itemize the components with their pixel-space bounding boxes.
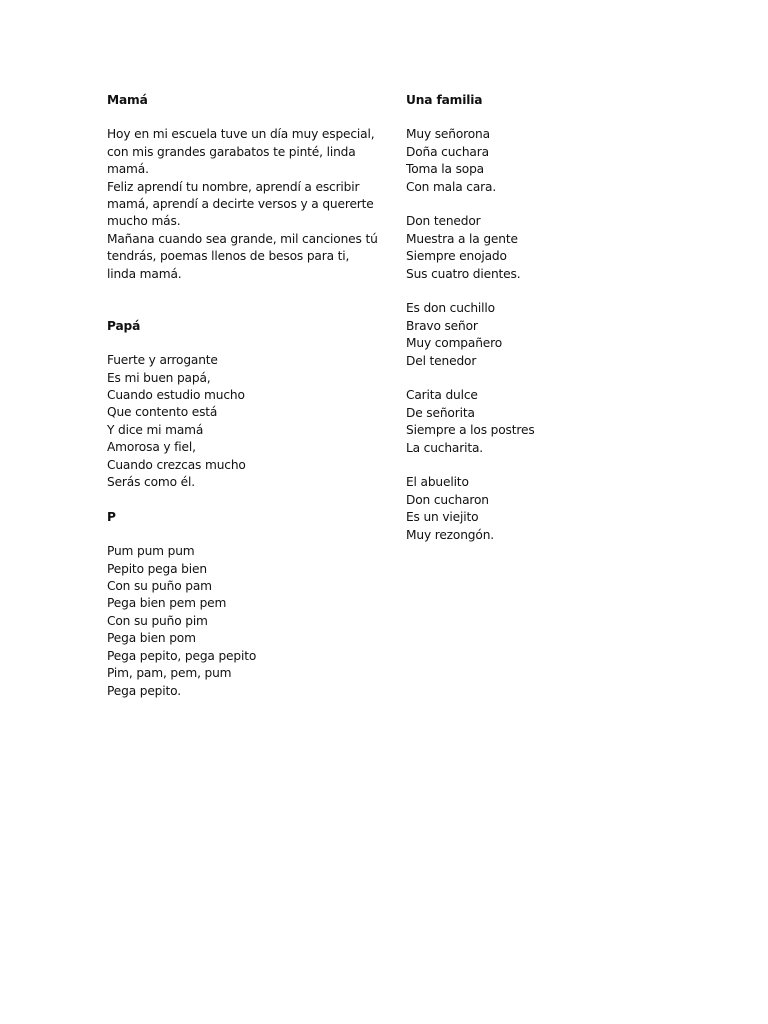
poem-line: Pega bien pom: [107, 631, 196, 646]
poem-line: Pepito pega bien: [107, 561, 207, 576]
poem-una-familia: [406, 92, 656, 544]
poem-body: [107, 543, 369, 700]
poem-line: Muestra a la gente: [406, 231, 518, 246]
poem-line: Don cucharon: [406, 492, 489, 507]
poem-line: Sus cuatro dientes.: [406, 266, 521, 281]
poem-line: Es don cuchillo: [406, 301, 495, 316]
poem-line: Y dice mi mamá: [107, 422, 204, 437]
poem-line: Es mi buen papá,: [107, 370, 211, 385]
poem-line: tendrás, poemas llenos de besos para ti,: [107, 249, 350, 264]
poem-line: Toma la sopa: [406, 162, 484, 177]
poem-line: Fuerte y arrogante: [107, 353, 218, 368]
poem-title: Mamá: [107, 93, 148, 107]
left-column: [107, 92, 378, 700]
poem-line: Amorosa y fiel,: [107, 440, 196, 455]
poem-line: linda mamá.: [107, 266, 182, 281]
poem-line: Hoy en mi escuela tuve un día muy especial,: [107, 127, 375, 142]
poem-body: [107, 126, 378, 283]
poem-stanza: [406, 387, 656, 457]
poem-line: Mañana cuando sea grande, mil canciones tú: [107, 231, 378, 246]
poem-line: Don tenedor: [406, 214, 481, 229]
poem-stanza: [406, 126, 656, 196]
poem-title: Una familia: [406, 93, 483, 107]
poem-line: Muy señorona: [406, 127, 490, 142]
poem-line: La cucharita.: [406, 440, 484, 455]
poem-line: Doña cuchara: [406, 144, 489, 159]
poem-line: Pum pum pum: [107, 544, 195, 559]
poem-line: Cuando crezcas mucho: [107, 457, 246, 472]
poem-stanza: [406, 300, 656, 370]
poem-line: Pega pepito.: [107, 683, 181, 698]
poem-stanza: [406, 213, 656, 283]
poem-line: Pega pepito, pega pepito: [107, 648, 257, 663]
poem-stanza: [406, 474, 656, 544]
poem-line: De señorita: [406, 405, 475, 420]
poem-line: Carita dulce: [406, 388, 478, 403]
poem-line: mamá, aprendí a decirte versos y a quererte: [107, 197, 374, 212]
poem-line: Que contento está: [107, 405, 218, 420]
poem-line: Feliz aprendí tu nombre, aprendí a escribir: [107, 179, 360, 194]
poem-line: Serás como él.: [107, 475, 195, 490]
poem-mama: [107, 92, 378, 283]
poem-title: Papá: [107, 318, 141, 333]
poem-line: Con su puño pim: [107, 613, 208, 628]
poem-line: Con su puño pam: [107, 579, 212, 594]
poem-line: Siempre enojado: [406, 249, 507, 264]
poem-body: [107, 352, 369, 491]
poem-line: con mis grandes garabatos te pinté, linda: [107, 144, 356, 159]
poem-line: Es un viejito: [406, 510, 479, 525]
poem-line: Pega bien pem pem: [107, 596, 227, 611]
poem-line: Muy compañero: [406, 336, 503, 351]
poem-line: Siempre a los postres: [406, 423, 535, 438]
poem-line: El abuelito: [406, 475, 469, 490]
poem-papa: [107, 318, 369, 492]
poem-title: P: [107, 509, 116, 524]
poem-line: Pim, pam, pem, pum: [107, 666, 232, 681]
poem-line: Con mala cara.: [406, 179, 497, 194]
poem-line: mamá.: [107, 162, 149, 177]
right-column: [406, 92, 656, 544]
poem-line: mucho más.: [107, 214, 181, 229]
poem-line: Del tenedor: [406, 353, 477, 368]
poem-p: [107, 509, 369, 700]
poem-line: Muy rezongón.: [406, 527, 494, 542]
poem-line: Bravo señor: [406, 318, 478, 333]
poem-line: Cuando estudio mucho: [107, 388, 245, 403]
